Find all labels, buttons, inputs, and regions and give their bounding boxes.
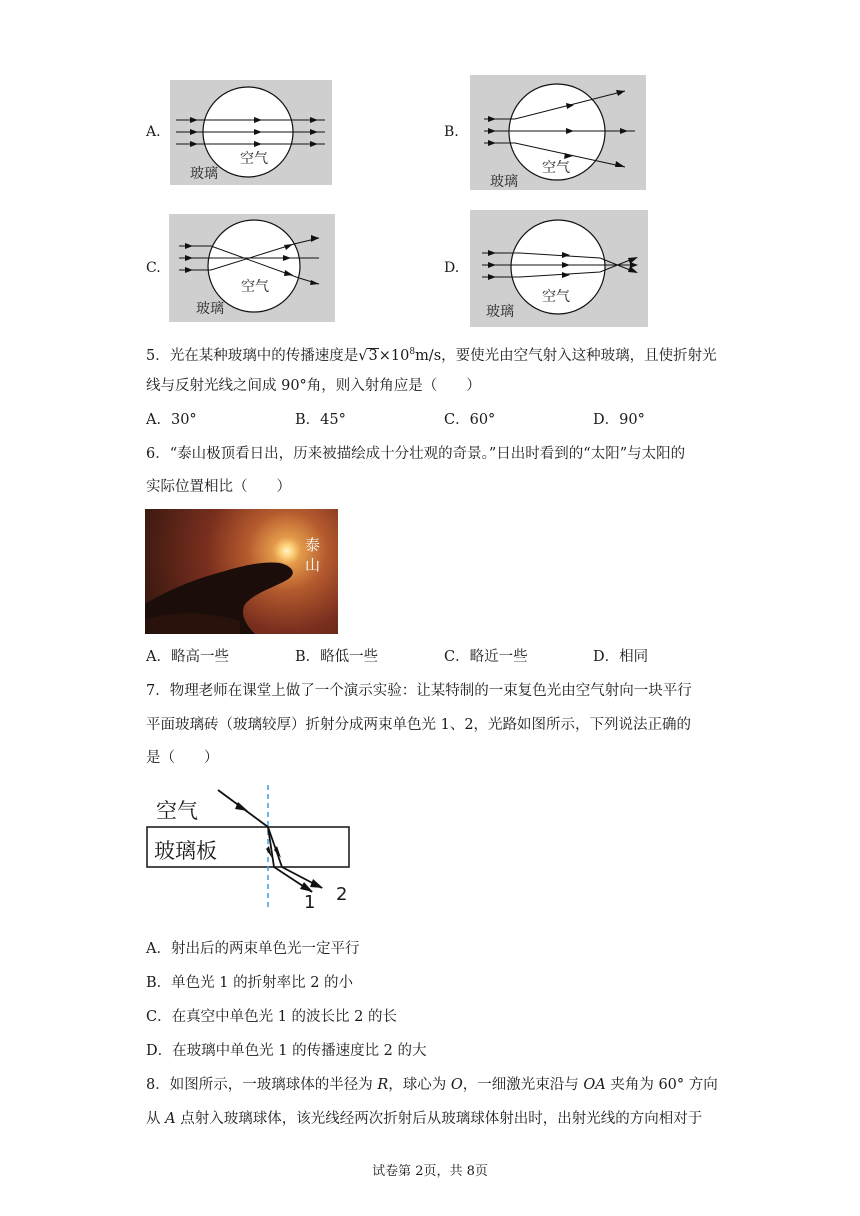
q8-var-a: A xyxy=(165,1111,176,1127)
q7-plate-label: 玻璃板 xyxy=(154,839,217,863)
option-b-figure xyxy=(470,75,646,190)
option-a-glass-label: 玻璃 xyxy=(190,166,218,182)
q5-option-c: C．60° xyxy=(444,412,496,428)
option-d-figure xyxy=(470,210,648,327)
q7-option-c: C．在真空中单色光 1 的波长比 2 的长 xyxy=(146,1009,397,1025)
q8-var-o: O xyxy=(450,1077,463,1093)
q7-option-a: A．射出后的两束单色光一定平行 xyxy=(146,941,360,957)
q5-suffix: m/s，要使光由空气射入这种玻璃，且使折射光 xyxy=(415,347,717,364)
q8-text: 8．如图所示，一玻璃球体的半径为 xyxy=(146,1077,378,1093)
q5-radicand: 3 xyxy=(368,347,378,364)
q6-option-b: B．略低一些 xyxy=(295,649,379,665)
q7-option-d: D．在玻璃中单色光 1 的传播速度比 2 的大 xyxy=(146,1043,427,1059)
q6-option-d: D．相同 xyxy=(593,649,649,665)
q8-stem-line2 xyxy=(146,1109,702,1129)
q8-text: 夹角为 60° 方向 xyxy=(605,1077,718,1093)
option-a-label: A. xyxy=(146,124,161,140)
option-d-air-label: 空气 xyxy=(542,289,570,305)
sunrise-photo xyxy=(145,509,338,634)
option-d-glass-label: 玻璃 xyxy=(486,304,514,320)
q5-option-a: A．30° xyxy=(146,412,197,428)
option-c-glass-label: 玻璃 xyxy=(196,301,224,317)
q5-exponent: 8 xyxy=(409,347,416,357)
option-c-label: C. xyxy=(146,260,161,276)
option-b-label: B. xyxy=(444,124,459,140)
q5-option-b: B．45° xyxy=(295,412,346,428)
q5-prefix: 5．光在某种玻璃中的传播速度是 xyxy=(146,347,359,364)
q7-stem-line3: 是（ ） xyxy=(146,750,219,766)
q7-stem-line2: 平面玻璃砖（玻璃较厚）折射分成两束单色光 1、2，光路如图所示，下列说法正确的 xyxy=(146,717,692,733)
option-b-glass-label: 玻璃 xyxy=(490,174,518,190)
q7-stem-line1: 7．物理老师在课堂上做了一个演示实验：让某特制的一束复色光由空气射向一块平行 xyxy=(146,683,692,699)
option-c-diagram xyxy=(169,214,335,322)
q5-option-d: D．90° xyxy=(593,412,645,428)
q7-figure xyxy=(140,780,360,915)
q6-stem-line2: 实际位置相比（ ） xyxy=(146,479,291,495)
q6-option-c: C．略近一些 xyxy=(444,649,528,665)
q8-text: 从 xyxy=(146,1111,166,1127)
q6-stem-line1: 6．“泰山极顶看日出，历来被描绘成十分壮观的奇景。”日出时看到的“太阳”与太阳的 xyxy=(146,446,686,462)
q6-option-a: A．略高一些 xyxy=(146,649,229,665)
q7-air-label: 空气 xyxy=(156,799,198,823)
q7-ray-1-label: 1 xyxy=(304,892,316,913)
page-footer: 试卷第 2页，共 8页 xyxy=(372,1164,488,1179)
q5-stem-line1 xyxy=(146,342,717,366)
q8-var-r: R xyxy=(377,1077,389,1093)
q8-var-oa: OA xyxy=(583,1077,606,1093)
q5-stem-line2: 线与反射光线之间成 90°角，则入射角应是（ ） xyxy=(146,378,481,394)
taishan-label: 泰山 xyxy=(305,536,321,574)
q8-text: ，球心为 xyxy=(388,1077,451,1093)
option-a-air-label: 空气 xyxy=(240,151,268,167)
q7-ray-2-label: 2 xyxy=(336,884,348,905)
q8-text: ，一细激光束沿与 xyxy=(462,1077,584,1093)
sqrt-sign: √ xyxy=(358,347,368,364)
option-c-air-label: 空气 xyxy=(241,279,269,295)
q8-text: 点射入玻璃球体，该光线经两次折射后从玻璃球体射出时，出射光线的方向相对于 xyxy=(175,1111,703,1127)
option-d-label: D. xyxy=(444,260,460,276)
q5-times: ×10 xyxy=(378,347,410,364)
option-a-figure xyxy=(170,80,332,185)
option-c-figure xyxy=(169,214,335,322)
q7-option-b: B．单色光 1 的折射率比 2 的小 xyxy=(146,975,354,991)
option-b-air-label: 空气 xyxy=(542,160,570,176)
q8-stem-line1 xyxy=(146,1075,718,1095)
